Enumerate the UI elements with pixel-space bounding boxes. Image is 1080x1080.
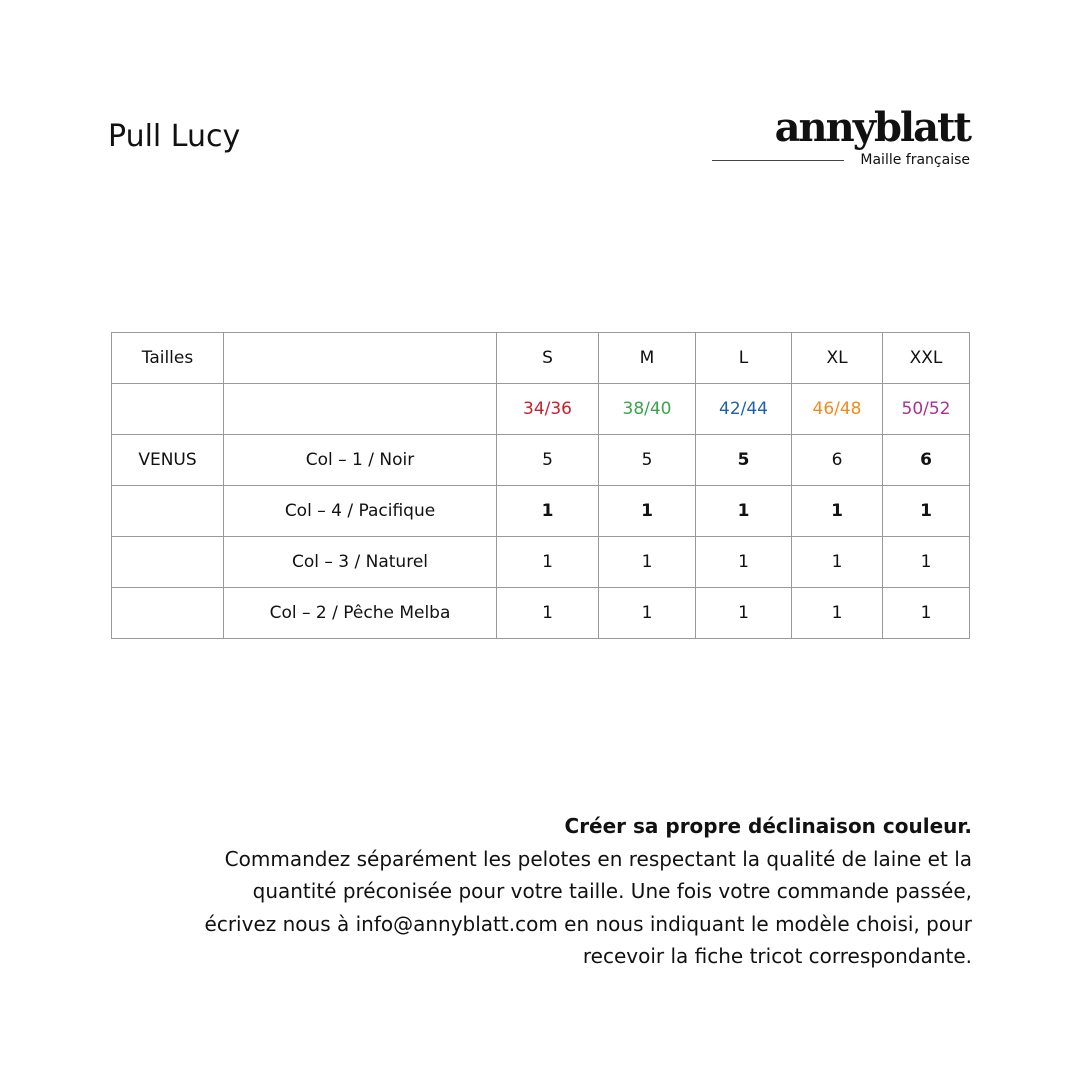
- quantity-cell: 1: [497, 537, 599, 588]
- quantity-cell: 1: [696, 486, 792, 537]
- yarn-name-cell: [112, 588, 224, 639]
- quantity-cell: 1: [599, 588, 696, 639]
- quantity-cell: 1: [792, 537, 883, 588]
- quantity-cell: 1: [599, 486, 696, 537]
- quantity-cell: 5: [696, 435, 792, 486]
- table-row: [112, 486, 970, 537]
- note-line: Commandez séparément les pelotes en respectant la qualité de laine et la: [224, 846, 972, 871]
- empty-cell: [112, 384, 224, 435]
- eu-size-cell: 38/40: [599, 384, 696, 435]
- color-cell: Col – 2 / Pêche Melba: [224, 588, 497, 639]
- eu-size-row: [112, 384, 970, 435]
- quantity-cell: 1: [792, 486, 883, 537]
- custom-color-note: [108, 810, 972, 973]
- eu-size-cell: 46/48: [792, 384, 883, 435]
- quantity-cell: 5: [497, 435, 599, 486]
- quantity-cell: 6: [883, 435, 970, 486]
- size-cell: XL: [792, 333, 883, 384]
- logo-tagline: Maille française: [860, 152, 970, 168]
- note-line: écrivez nous à info@annyblatt.com en nous indiquant le modèle choisi, pour: [204, 911, 972, 936]
- yarn-quantity-table: [111, 332, 970, 639]
- eu-size-cell: 34/36: [497, 384, 599, 435]
- page-title: Pull Lucy: [108, 119, 241, 154]
- quantity-cell: 1: [792, 588, 883, 639]
- eu-size-cell: 50/52: [883, 384, 970, 435]
- quantity-cell: 1: [883, 486, 970, 537]
- size-cell: L: [696, 333, 792, 384]
- eu-size-cell: 42/44: [696, 384, 792, 435]
- quantity-cell: 6: [792, 435, 883, 486]
- yarn-name-cell: [112, 486, 224, 537]
- quantity-cell: 1: [599, 537, 696, 588]
- note-heading: Créer sa propre déclinaison couleur.: [564, 814, 972, 838]
- table-row: [112, 435, 970, 486]
- note-line: quantité préconisée pour votre taille. Une fois votre commande passée,: [252, 879, 972, 903]
- note-line: recevoir la fiche tricot correspondante.: [582, 944, 972, 968]
- brand-logo: [712, 104, 974, 174]
- quantity-cell: 1: [696, 588, 792, 639]
- empty-cell: [224, 384, 497, 435]
- yarn-name-cell: [112, 537, 224, 588]
- quantity-cell: 1: [497, 588, 599, 639]
- sizes-header-cell: Tailles: [112, 333, 224, 384]
- quantity-cell: 1: [883, 588, 970, 639]
- color-cell: Col – 3 / Naturel: [224, 537, 497, 588]
- logo-wordmark: annyblatt: [774, 104, 970, 151]
- quantity-cell: 1: [497, 486, 599, 537]
- quantity-cell: 1: [883, 537, 970, 588]
- size-cell: XXL: [883, 333, 970, 384]
- table-row: [112, 537, 970, 588]
- size-header-row: [112, 333, 970, 384]
- logo-rule: [712, 160, 844, 161]
- quantity-cell: 5: [599, 435, 696, 486]
- color-cell: Col – 4 / Pacifique: [224, 486, 497, 537]
- color-cell: Col – 1 / Noir: [224, 435, 497, 486]
- size-cell: S: [497, 333, 599, 384]
- yarn-name-cell: VENUS: [112, 435, 224, 486]
- size-cell: M: [599, 333, 696, 384]
- empty-cell: [224, 333, 497, 384]
- table-row: [112, 588, 970, 639]
- quantity-cell: 1: [696, 537, 792, 588]
